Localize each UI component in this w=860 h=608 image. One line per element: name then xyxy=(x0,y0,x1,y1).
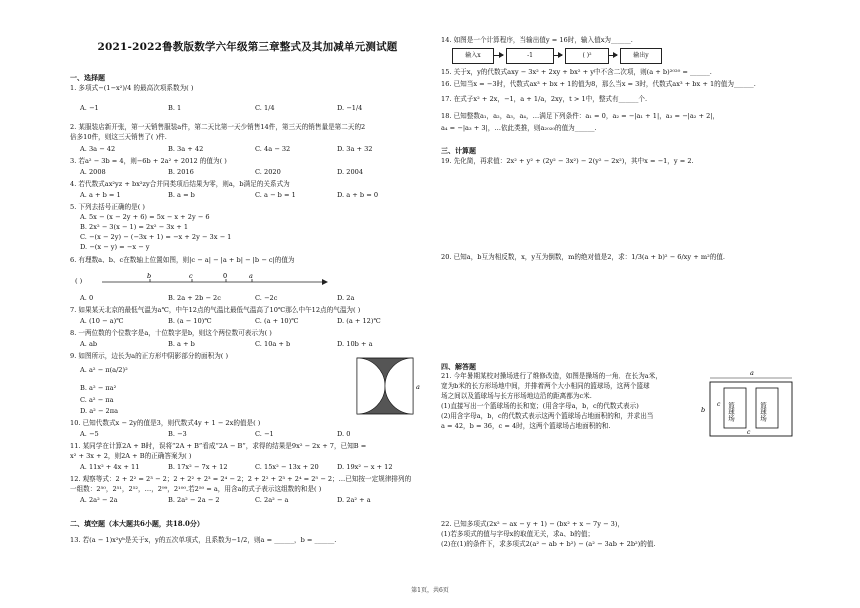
question-18-line-2: a₄ = −|a₃ + 3|，…依此类推，则a₂₀₂₀的值为______. xyxy=(441,124,597,132)
question-17: 17. 在式子x² + 2x，−1，a + 1/a，2xy，t > 1中，整式有______个. xyxy=(441,95,648,103)
q12-option-a: A. 2a² − 2a xyxy=(80,496,118,504)
axis-label-a: a xyxy=(249,272,253,280)
q1-option-a: A. −1 xyxy=(80,104,99,112)
q11-option-a: A. 11x² + 4x + 11 xyxy=(80,463,140,471)
q2-option-c: C. 4a − 32 xyxy=(255,145,291,153)
q9-option-c: C. a² − πa xyxy=(80,396,114,404)
q11-option-c: C. 15x² − 13x + 20 xyxy=(255,463,319,471)
question-6: 6. 有理数a、b、c在数轴上位置如图，则|c − a| − |a + b| − |b − c|的值为 xyxy=(70,256,295,264)
q8-option-c: C. 10a + b xyxy=(255,340,291,348)
q2-option-a: A. 3a − 42 xyxy=(80,145,116,153)
question-21-line-5: (2)用含字母a，b，c的代数式表示这两个篮球场占地面积的和，并求出当 xyxy=(441,412,654,420)
section-choice: 一、选择题 xyxy=(70,73,105,82)
q11-option-d: D. 19x² − x + 12 xyxy=(337,463,393,471)
section-calculation: 三、计算题 xyxy=(441,146,476,155)
question-20: 20. 已知a，b互为相反数，x，y互为倒数，m的绝对值是2，求：1/3(a + b)² − 6/xy + m²的值. xyxy=(441,253,726,261)
question-12-line-2: 一组数：2⁵⁰，2⁵¹，2⁵²，…，2⁹⁹，2¹⁰⁰.若2⁵⁰ = a，用含a的式子表示这组数的和是( ) xyxy=(70,485,322,493)
court-2-label: 篮球场 xyxy=(759,402,767,422)
q5-option-b: B. 2x² − 3(x − 1) = 2x² − 3x + 1 xyxy=(80,223,189,231)
q2-option-d: D. 3a + 32 xyxy=(337,145,373,153)
q9-option-b: B. a² − πa² xyxy=(80,384,117,392)
q5-option-d: D. −(x − y) = −x − y xyxy=(80,243,150,251)
q3-option-a: A. 2008 xyxy=(80,168,106,176)
question-18-line-1: 18. 已知整数a₁，a₂，a₃，a₄，…满足下列条件：a₁ = 0，a₂ = −|a₁ + 1|，a₃ = −|a₂ + 2|， xyxy=(441,112,720,120)
question-21-line-1: 21. 今年暑期某校对操场进行了维修改造，如图是操场的一角．在长为a米， xyxy=(441,372,662,380)
q8-option-a: A. ab xyxy=(80,340,98,348)
q7-option-d: D. (a + 12)℃ xyxy=(337,317,381,325)
axis-label-b: b xyxy=(147,272,152,280)
basketball-court-figure xyxy=(700,368,800,440)
question-9: 9. 如图所示，边长为a的正方形中阴影部分的面积为( ) xyxy=(70,352,229,360)
q10-option-d: D. 0 xyxy=(337,430,351,438)
court-width-label: a xyxy=(750,369,754,377)
q6-option-c: C. −2c xyxy=(255,294,278,302)
q8-option-b: B. a + b xyxy=(168,340,195,348)
q1-option-c: C. 1/4 xyxy=(255,104,275,112)
question-22-line-2: (1)若多项式的值与字母x的取值无关，求a、b的值； xyxy=(441,530,595,538)
question-13: 13. 若(a − 1)x²yᵇ是关于x，y的五次单项式，且系数为−1/2，则a = ______，b = ______. xyxy=(70,536,337,544)
flow-arrow-1 xyxy=(494,55,503,56)
section-solution: 四、解答题 xyxy=(441,362,476,371)
question-5: 5. 下列去括号正确的是( ) xyxy=(70,203,145,211)
q5-option-c: C. −(x − 2y) − (−3x + 1) = −x + 2y − 3x − 1 xyxy=(80,233,232,241)
q6-option-d: D. 2a xyxy=(337,294,355,302)
gap-label-bottom: c xyxy=(747,429,751,436)
q9-option-d: D. a² − 2πa xyxy=(80,407,118,415)
q7-option-a: A. (10 − a)℃ xyxy=(80,317,124,325)
q6-option-a: A. 0 xyxy=(80,294,94,302)
question-10: 10. 已知代数式x − 2y的值是3，则代数式4y + 1 − 2x的值是( ) xyxy=(70,419,261,427)
question-19: 19. 先化简，再求值：2x² + y² + (2y² − 3x²) − 2(y² − 2x²)，其中x = −1，y = 2. xyxy=(441,157,694,165)
q3-option-b: B. 2016 xyxy=(168,168,194,176)
court-1-label: 篮球场 xyxy=(727,402,735,422)
q12-option-c: C. 2a² − a xyxy=(255,496,289,504)
q1-option-b: B. 1 xyxy=(168,104,182,112)
q1-option-d: D. −1/4 xyxy=(337,104,363,112)
shaded-square-figure xyxy=(354,355,424,417)
question-11-line-2: x² + 3x + 2，则2A + B的正确答案为( ) xyxy=(70,452,192,460)
question-14: 14. 如图是一个计算程序，当输出值y = 16时，输入值x为______. xyxy=(441,36,633,44)
question-11-line-1: 11. 某同学在计算2A + B时，误将“2A + B”看成“2A − B”，求得的结果是9x² − 2x + 7，已知B = xyxy=(70,442,367,450)
question-21-line-2: 宽为b米的长方形场地中间，并排着两个大小相同的篮球场，这两个篮球 xyxy=(441,382,650,390)
court-height-label: b xyxy=(701,406,706,414)
q8-option-d: D. 10b + a xyxy=(337,340,373,348)
q12-option-d: D. 2a² + a xyxy=(337,496,371,504)
flow-square-box: ( )² xyxy=(565,48,609,64)
q10-option-b: B. −3 xyxy=(168,430,187,438)
question-7: 7. 如果某天北京的最低气温为a℃，中午12点的气温比最低气温高了10℃那么中午12点的气温为( ) xyxy=(70,306,361,314)
q5-option-a: A. 5x − (x − 2y + 6) = 5x − x + 2y − 6 xyxy=(80,213,210,221)
q2-option-b: B. 3a + 42 xyxy=(168,145,204,153)
q4-option-a: A. a + b = 1 xyxy=(80,191,121,199)
flow-input-box: 输入x xyxy=(452,48,494,64)
question-2-line-2: 倍多10件，则这三天销售了( )件. xyxy=(70,133,167,141)
question-8: 8. 一两位数的个位数字是a，十位数字是b，则这个两位数可表示为( ) xyxy=(70,329,272,337)
question-3: 3. 若a² − 3b = 4，则−6b + 2a² + 2012 的值为( ) xyxy=(70,157,227,165)
q10-option-c: C. −1 xyxy=(255,430,274,438)
q4-option-c: C. a − b = 1 xyxy=(255,191,296,199)
q7-option-c: C. (a + 10)℃ xyxy=(255,317,299,325)
q7-option-b: B. (a − 10)℃ xyxy=(168,317,212,325)
question-21-line-3: 场之间以及篮球场与长方形场地边沿的距离都为c米. xyxy=(441,392,592,400)
page-title: 2021-2022鲁教版数学六年级第三章整式及其加减单元测试题 xyxy=(97,41,398,53)
question-12-line-1: 12. 观察等式：2 + 2² = 2³ − 2；2 + 2² + 2³ = 2⁴ − 2；2 + 2² + 2³ + 2⁴ = 2⁵ − 2；…已知按一定规律排列的 xyxy=(70,475,412,483)
question-15: 15. 关于x，y的代数式axy − 3x² + 2xy + bx² + y中不含二次项，则(a + b)²⁰²⁰ = ______. xyxy=(441,68,712,76)
flow-arrow-2 xyxy=(554,55,562,56)
flow-output-box: 输出y xyxy=(620,48,662,64)
q9-option-a: A. a² − π(a/2)² xyxy=(80,366,128,374)
page-footer: 第1页，共6页 xyxy=(411,587,449,594)
flow-arrow-3 xyxy=(609,55,617,56)
q6-option-b: B. 2a + 2b − 2c xyxy=(168,294,221,302)
section-fill-blank: 二、填空题（本大题共6小题，共18.0分） xyxy=(70,519,204,528)
question-2-line-1: 2. 某服装店新开张，第一天销售服装a件，第二天比第一天少销售14件，第三天的销售量是第二天的2 xyxy=(70,123,366,131)
flow-minus-box: -1 xyxy=(506,48,554,64)
gap-label-left: c xyxy=(717,401,721,408)
q3-option-d: D. 2004 xyxy=(337,168,364,176)
question-16: 16. 已知当x = −3时，代数式ax³ + bx + 1的值为8，那么当x = 3时，代数式ax³ + bx + 1的值为______. xyxy=(441,80,756,88)
question-22-line-1: 22. 已知多项式(2x² − ax − y + 1) − (bx² + x − 7y − 3)， xyxy=(441,520,624,528)
axis-label-zero: 0 xyxy=(223,272,228,280)
axis-label-c: c xyxy=(189,272,193,280)
number-line-figure xyxy=(100,270,330,290)
question-1: 1. 多项式−(1−x²)/4 的最高次项系数为( ) xyxy=(70,84,194,92)
q6-paren: ( ) xyxy=(75,277,83,285)
question-22-line-3: (2)在(1)的条件下，求多项式2(a² − ab + b²) − (a² − 3ab + 2b²)的值. xyxy=(441,540,656,548)
q11-option-b: B. 17x² − 7x + 12 xyxy=(168,463,228,471)
question-21-line-6: a = 42，b = 36，c = 4时，这两个篮球场占地面积的和. xyxy=(441,422,611,430)
question-21-line-4: (1)直接写出一个篮球场的长和宽；(用含字母a，b，c的代数式表示) xyxy=(441,402,639,410)
q10-option-a: A. −5 xyxy=(80,430,99,438)
q4-option-b: B. a = b xyxy=(168,191,195,199)
q4-option-d: D. a + b = 0 xyxy=(337,191,379,199)
square-side-label: a xyxy=(416,383,420,391)
question-4: 4. 若代数式ax²yz + bx²zy合并同类项后结果为零，则a，b满足的关系式为 xyxy=(70,180,290,188)
q12-option-b: B. 2a² − 2a − 2 xyxy=(168,496,220,504)
q3-option-c: C. 2020 xyxy=(255,168,281,176)
